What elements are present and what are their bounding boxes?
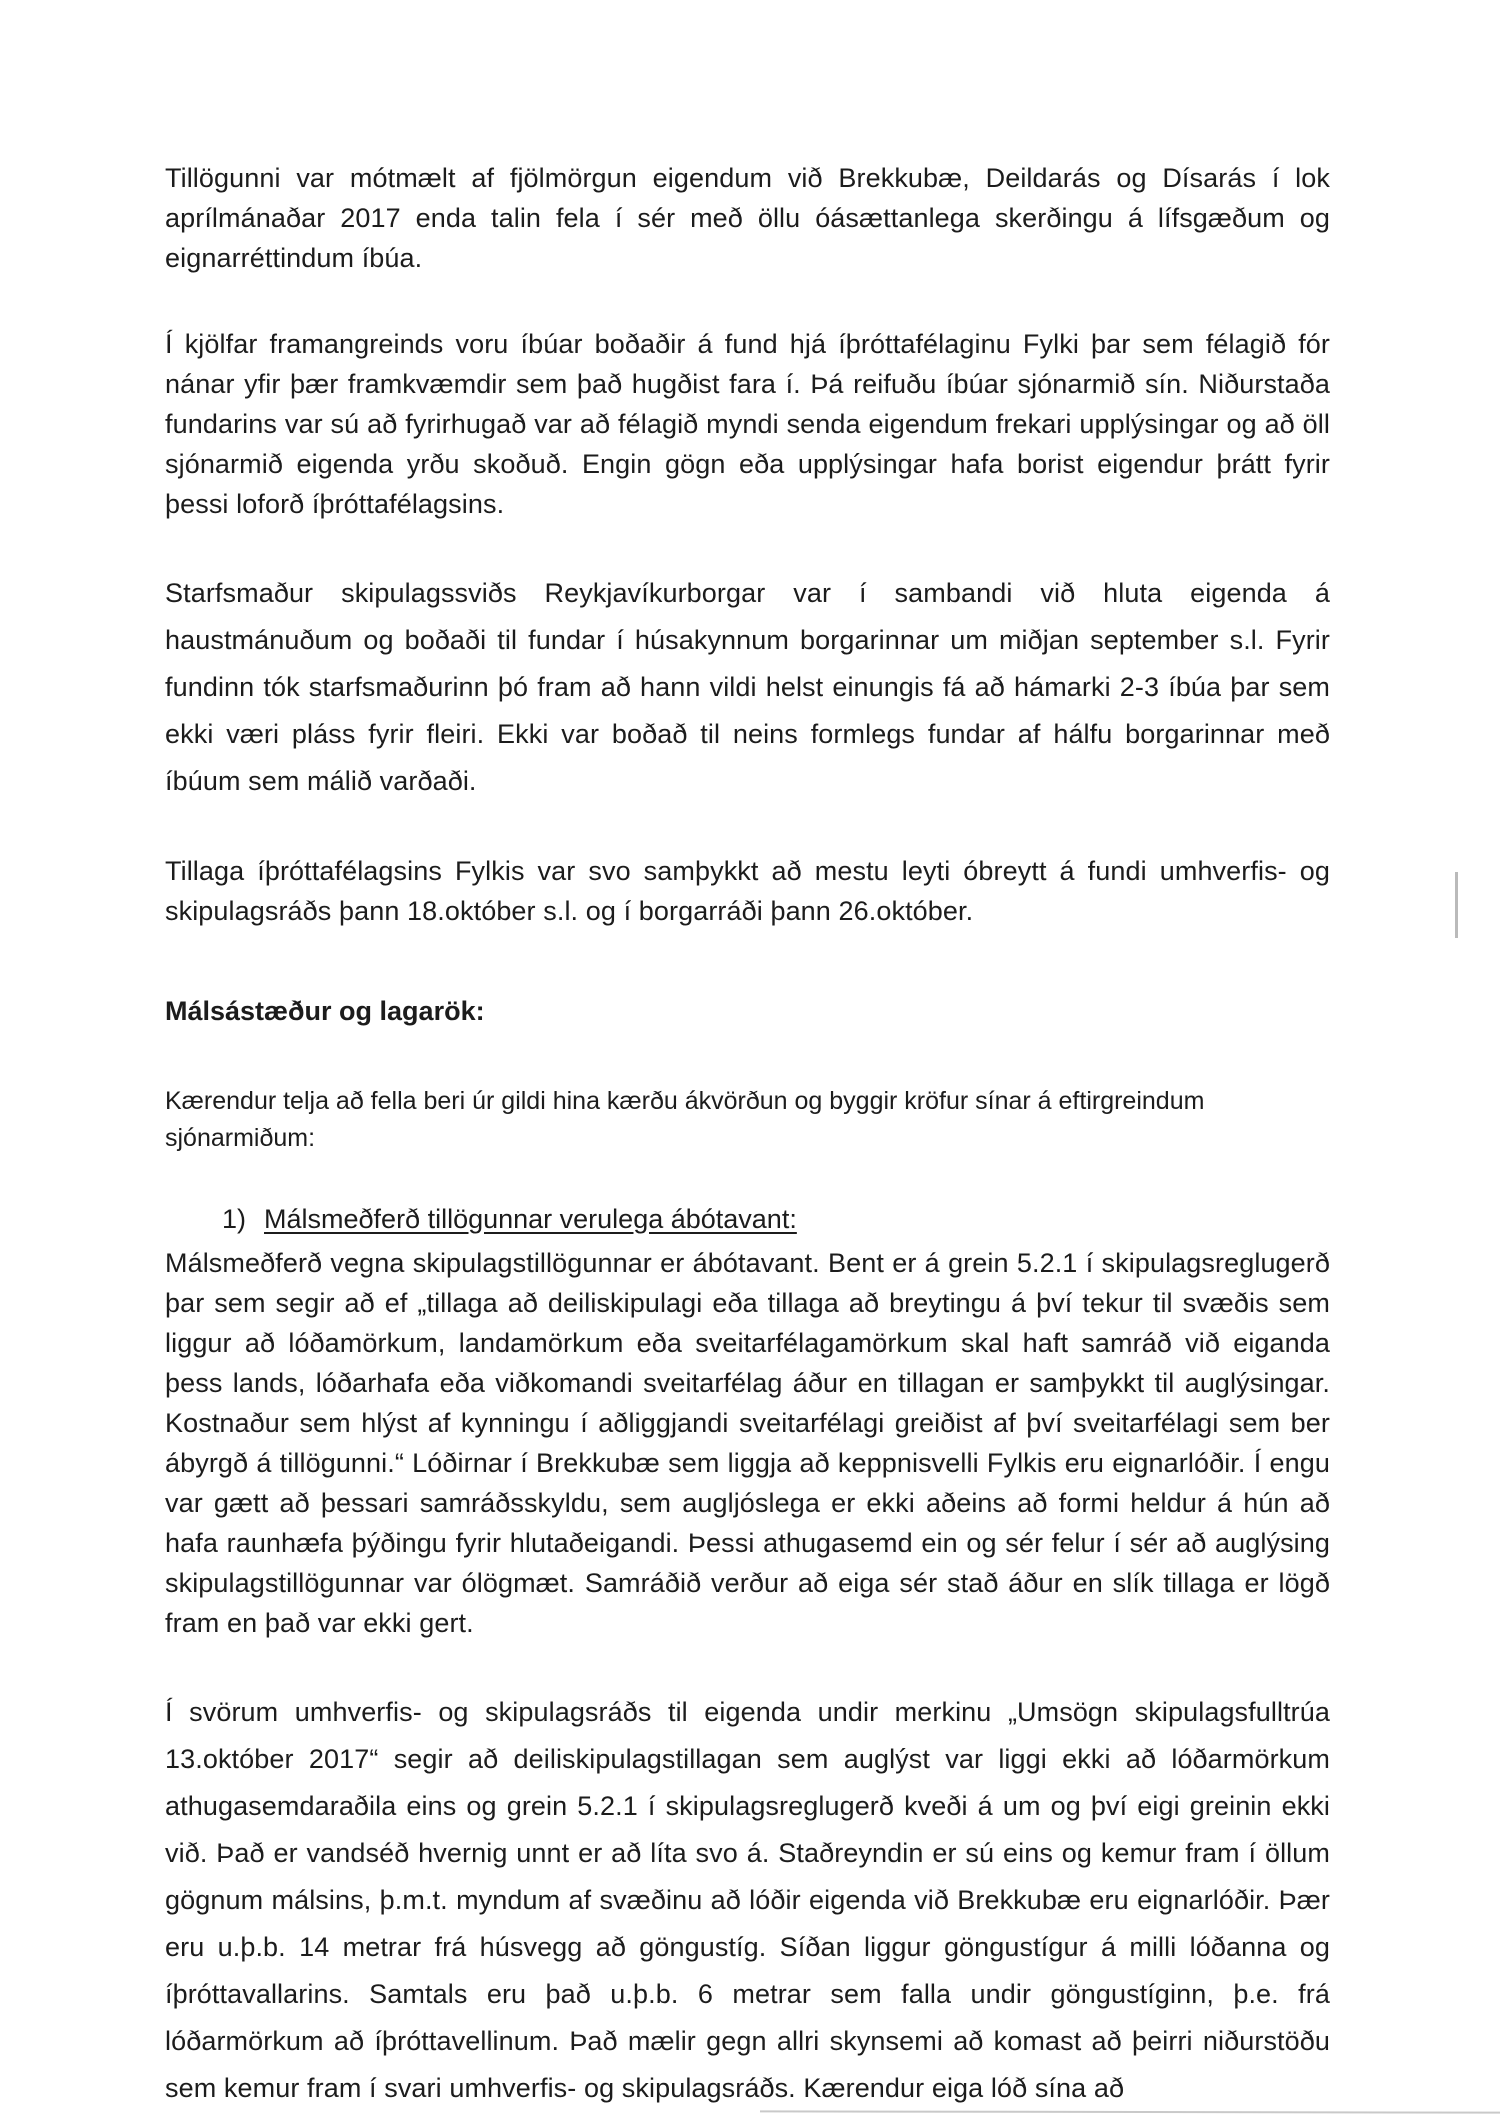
paragraph-meeting-fylkir: Í kjölfar framangreinds voru íbúar boðaðir á fund hjá íþróttafélaginu Fylki þar sem félagið fór nánar yfir þær framkvæmdir sem það hugðist fara í. Þá reifuðu íbúar sjónarmið sín. Niðurstaða fundarins var sú að fyrirhugað var að félagið myndi senda eigendum frekari upplýsingar og að öll sjónarmið eigenda yrðu skoðuð. Engin gögn eða upplýsingar hafa borist eigendur þrátt fyrir þessi loforð íþróttafélagsins. — [165, 329, 1330, 519]
paragraph-city-staff: Starfsmaður skipulagssviðs Reykjavíkurborgar var í sambandi við hluta eigenda á haustmánuðum og boðaði til fundar í húsakynnum borgarinnar um miðjan september s.l. Fyrir fundinn tók starfsmaðurinn þó fram að hann vildi helst einungis fá að hámarki 2-3 íbúa þar sem ekki væri pláss fyrir fleiri. Ekki var boðað til neins formlegs fundar af hálfu borgarinnar með íbúum sem málið varðaði. — [165, 578, 1330, 796]
paragraph-claims-intro: Kærendur telja að fella beri úr gildi hina kærðu ákvörðun og byggir kröfur sínar á eftirgreindum sjónarmiðum: — [165, 1087, 1205, 1152]
paragraph-approval: Tillaga íþróttafélagsins Fylkis var svo samþykkt að mestu leyti óbreytt á fundi umhverfis- og skipulagsráðs þann 18.október s.l. og í borgarráði þann 26.október. — [165, 856, 1330, 926]
item-number: 1) — [222, 1204, 247, 1234]
scan-artifact-vertical-line — [1455, 872, 1458, 938]
item-title-underlined: Málsmeðferð tillögunnar verulega ábótavant: — [264, 1204, 797, 1234]
section-heading-arguments: Málsástæður og lagarök: — [165, 996, 485, 1026]
scan-artifact-bottom-edge — [760, 2110, 1500, 2113]
paragraph-response-rebuttal: Í svörum umhverfis- og skipulagsráðs til eigenda undir merkinu „Umsögn skipulagsfulltrúa 13.október 2017“ segir að deiliskipulagstillagan sem auglýst var liggi ekki að lóðarmörkum athugasemdaraðila eins og grein 5.2.1 í skipulagsreglugerð kveði á um og því eigi greinin ekki við. Það er vandséð hvernig unnt er að líta svo á. Staðreyndin er sú eins og kemur fram í öllum gögnum málsins, þ.m.t. myndum af svæðinu að lóðir eigenda við Brekkubæ eru eignarlóðir. Þær eru u.þ.b. 14 metrar frá húsvegg að göngustíg. Síðan liggur göngustígur á milli lóðanna og íþróttavallarins. Samtals eru það u.þ.b. 6 metrar sem falla undir göngustíginn, þ.e. frá lóðarmörkum að íþróttavellinum. Það mælir gegn allri skynsemi að komast að þeirri niðurstöðu sem kemur fram í svari umhverfis- og skipulagsráðs. Kærendur eiga lóð sína að — [165, 1697, 1330, 2103]
numbered-item-1 — [165, 1199, 1330, 1239]
paragraph-procedure-defect: Málsmeðferð vegna skipulagstillögunnar er ábótavant. Bent er á grein 5.2.1 í skipulagsreglugerð þar sem segir að ef „tillaga að deiliskipulagi eða tillaga að breytingu á því tekur til svæðis sem liggur að lóðamörkum, landamörkum eða sveitarfélagamörkum skal haft samráð við eiganda þess lands, lóðarhafa eða viðkomandi sveitarfélag áður en tillagan er samþykkt til auglýsingar. Kostnaður sem hlýst af kynningu í aðliggjandi sveitarfélagi greiðist af því sveitarfélagi sem ber ábyrgð á tillögunni.“ Lóðirnar í Brekkubæ sem liggja að keppnisvelli Fylkis eru eignarlóðir. Í engu var gætt að þessari samráðsskyldu, sem augljóslega er ekki aðeins að formi heldur á hún að hafa raunhæfa þýðingu fyrir hlutaðeigandi. Þessi athugasemd ein og sér felur í sér að auglýsing skipulagstillögunnar var ólögmæt. Samráðið verður að eiga sér stað áður en slík tillaga er lögð fram en það var ekki gert. — [165, 1248, 1330, 1638]
paragraph-objection: Tillögunni var mótmælt af fjölmörgun eigendum við Brekkubæ, Deildarás og Dísarás í lok aprílmánaðar 2017 enda talin fela í sér með öllu óásættanlega skerðingu á lífsgæðum og eignarréttindum íbúa. — [165, 163, 1330, 273]
